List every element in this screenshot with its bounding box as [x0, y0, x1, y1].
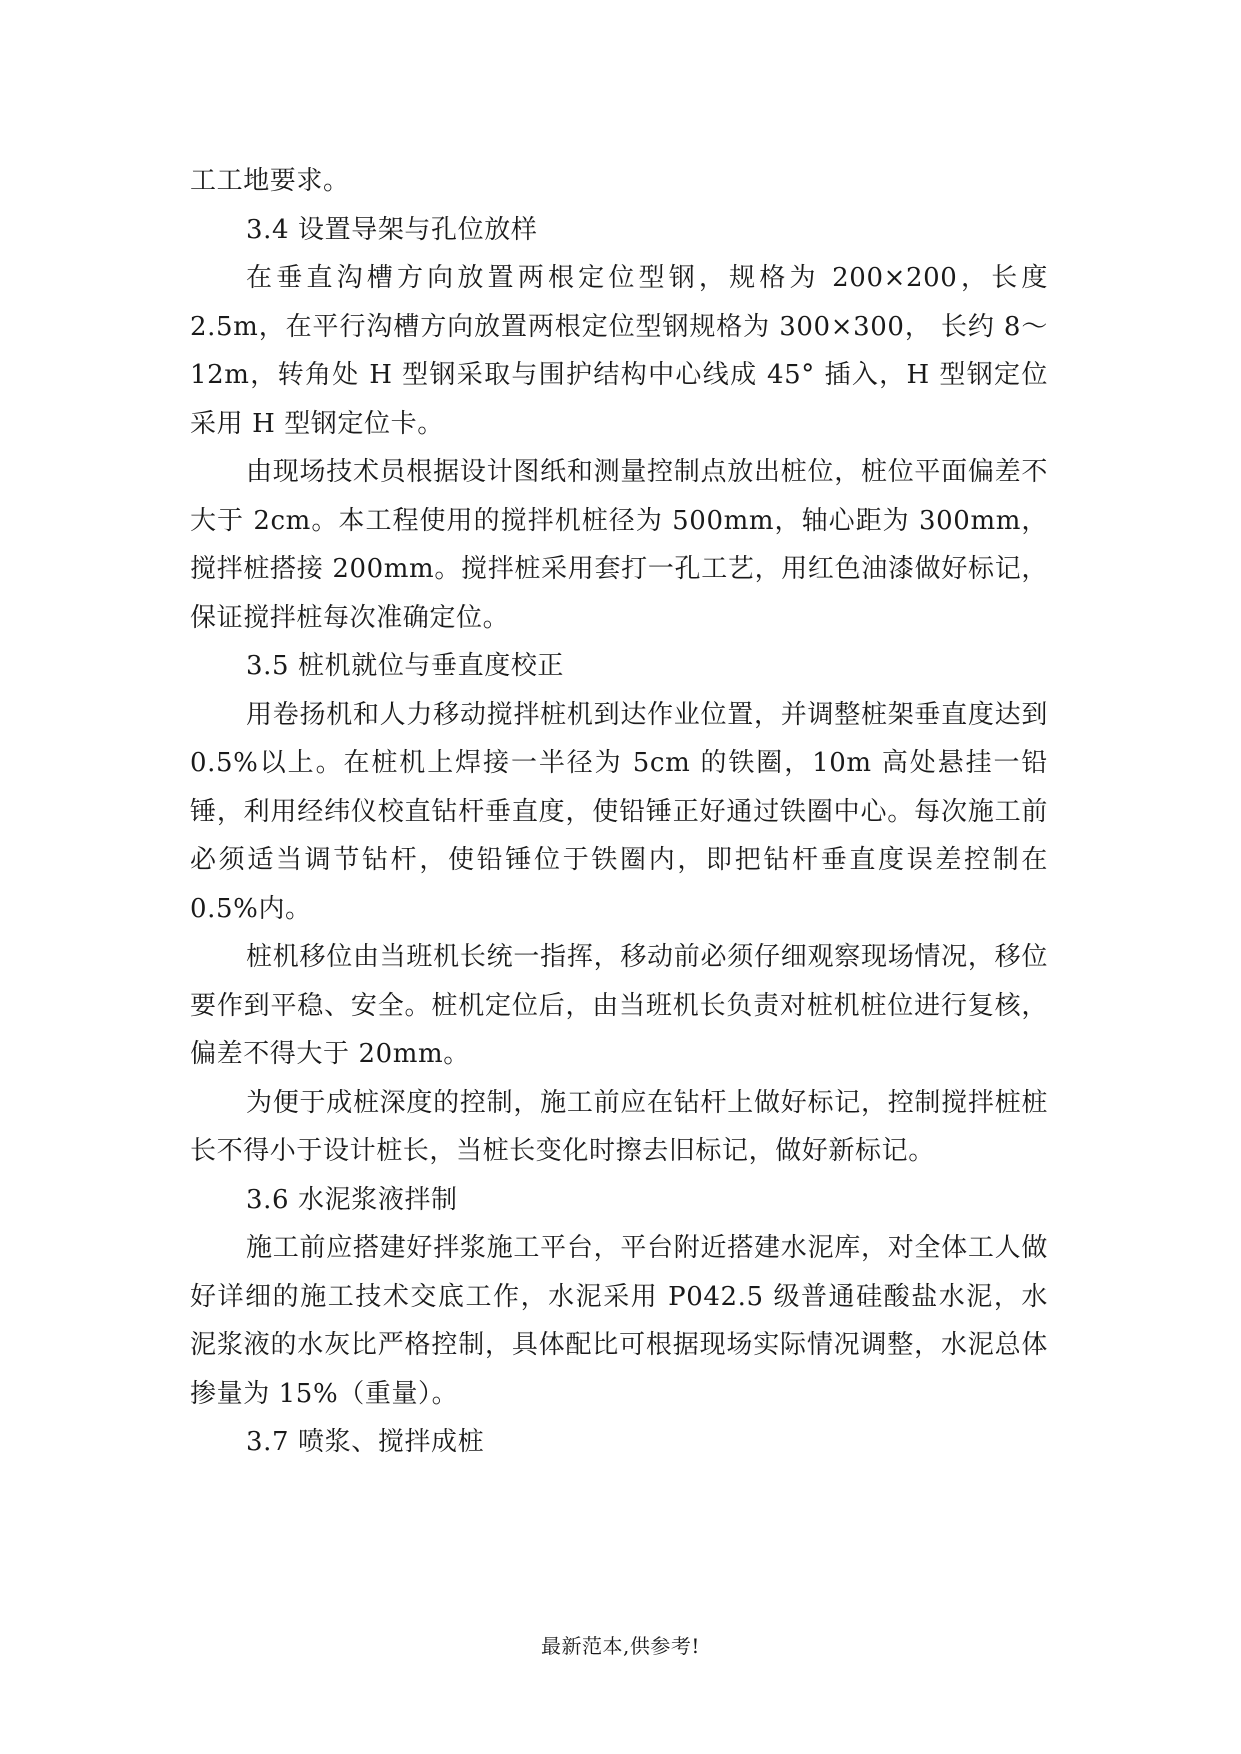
section-heading-3-5: 3.5 桩机就位与垂直度校正 — [246, 651, 565, 681]
body-paragraph: 由现场技术员根据设计图纸和测量控制点放出桩位，桩位平面偏差不大于 2cm。本工程使用的搅拌机桩径为 500mm，轴心距为 300mm，搅拌桩搭接 200mm。搅拌桩采用套打一孔工艺，用红色油漆做好标记，保证搅拌桩每次准确定位。 — [190, 457, 1048, 633]
section-heading-3-6: 3.6 水泥浆液拌制 — [246, 1184, 458, 1215]
continuation-paragraph: 工工地要求。 — [190, 166, 350, 196]
body-paragraph: 桩机移位由当班机长统一指挥，移动前必须仔细观察现场情况，移位要作到平稳、安全。桩机定位后，由当班机长负责对桩机桩位进行复核，偏差不得大于 20mm。 — [190, 942, 1048, 1069]
body-paragraph: 用卷扬机和人力移动搅拌桩机到达作业位置，并调整桩架垂直度达到 0.5%以上。在桩机上焊接一半径为 5cm 的铁圈，10m 高处悬挂一铅锤，利用经纬仪校直钻杆垂直度，使铅锤正好通过铁圈中心。每次施工前必须适当调节钻杆，使铅锤位于铁圈内，即把钻杆垂直度误差控制在 0.5%内。 — [190, 699, 1048, 924]
page-footer: 最新范本,供参考! — [541, 1634, 700, 1658]
section-heading-3-4: 3.4 设置导架与孔位放样 — [246, 214, 538, 245]
document-body — [190, 157, 1048, 1467]
section-heading-3-7: 3.7 喷浆、搅拌成桩 — [246, 1427, 485, 1457]
body-paragraph: 在垂直沟槽方向放置两根定位型钢，规格为 200×200，长度 2.5m，在平行沟槽方向放置两根定位型钢规格为 300×300， 长约 8～12m，转角处 H 型钢采取与围护结构中心线成 45° 插入，H 型钢定位采用 H 型钢定位卡。 — [190, 263, 1048, 439]
body-paragraph: 为便于成桩深度的控制，施工前应在钻杆上做好标记，控制搅拌桩桩长不得小于设计桩长，当桩长变化时擦去旧标记，做好新标记。 — [190, 1087, 1048, 1166]
body-paragraph: 施工前应搭建好拌浆施工平台，平台附近搭建水泥库，对全体工人做好详细的施工技术交底工作，水泥采用 P042.5 级普通硅酸盐水泥，水泥浆液的水灰比严格控制，具体配比可根据现场实际情况调整，水泥总体掺量为 15%（重量）。 — [190, 1233, 1048, 1409]
